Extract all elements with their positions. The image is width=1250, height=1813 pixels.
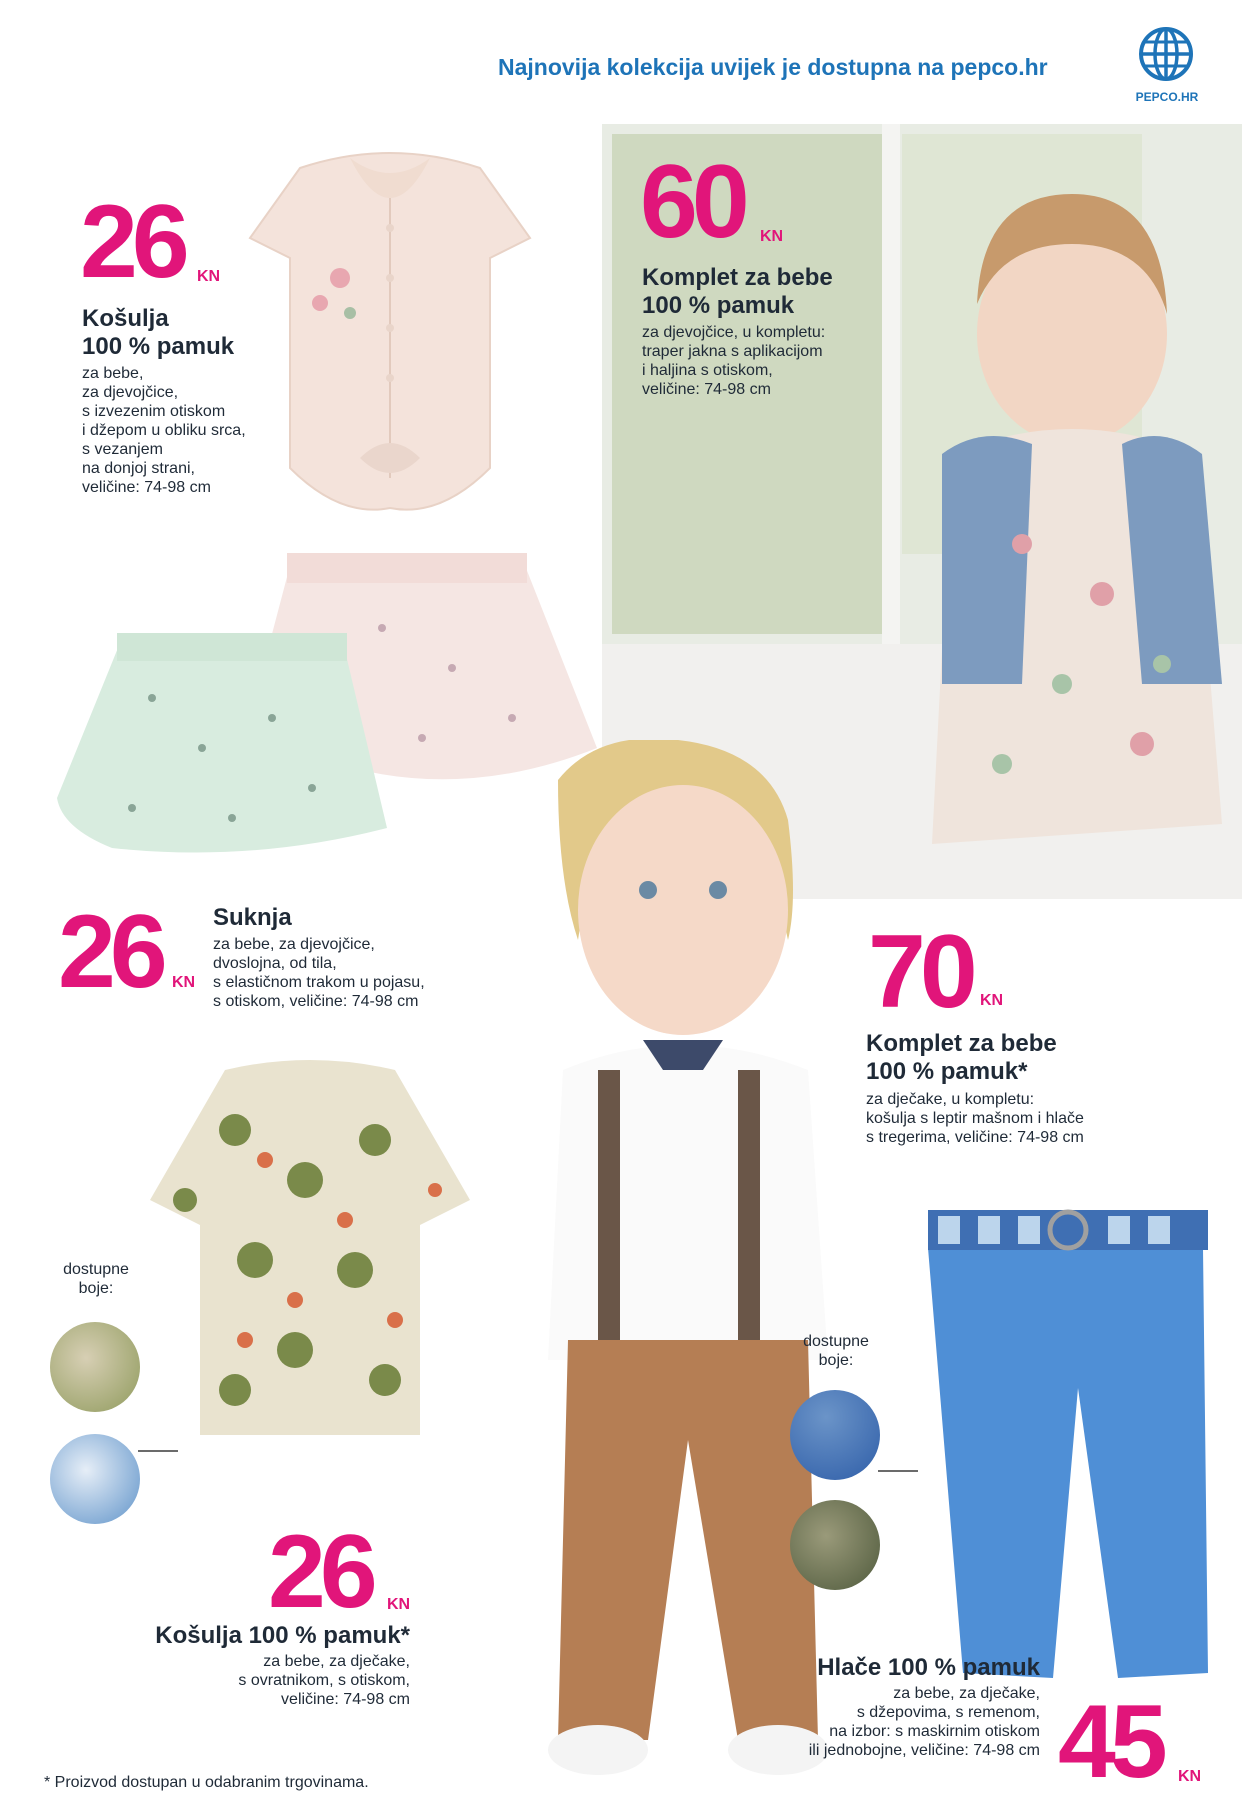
boy-shirt-description: za bebe, za dječake, s ovratnikom, s otiskom, veličine: 74-98 cm <box>238 1653 410 1708</box>
skirt-price: 26 <box>58 894 162 1010</box>
boy-shirt-price: 26 <box>268 1514 372 1630</box>
boy-set-price: 70 <box>868 914 972 1030</box>
pants-color-swatch-blue[interactable] <box>790 1390 880 1480</box>
girl-shirt-price: 26 <box>80 184 184 300</box>
girl-set-description: za djevojčice, u kompletu: traper jakna s aplikacijom i haljina s otiskom, veličine: 74-98 cm <box>642 324 826 398</box>
swatch-connector-line <box>138 1450 178 1452</box>
boy-shirt-colors-label: dostupne boje: <box>63 1261 129 1297</box>
pants-price: 45 <box>1058 1684 1162 1800</box>
girl-shirt-description: za bebe, za djevojčice, s izvezenim otiskom i džepom u obliku srca, s vezanjem na donjoj strani, veličine: 74-98 cm <box>82 365 246 496</box>
boy-shirt-image <box>145 1050 475 1440</box>
skirt-description: za bebe, za djevojčice, dvoslojna, od tila, s elastičnom trakom u pojasu, s otiskom, veličine: 74-98 cm <box>213 936 425 1010</box>
shirt-color-swatch-floral[interactable] <box>50 1322 140 1412</box>
pants-colors-label: dostupne boje: <box>803 1333 869 1369</box>
girl-shirt-image <box>240 128 540 528</box>
skirt-currency: KN <box>172 974 196 991</box>
girl-set-currency: KN <box>760 228 784 245</box>
boy-set-currency: KN <box>980 992 1004 1009</box>
girl-set-title: Komplet za bebe 100 % pamuk <box>642 264 833 319</box>
footnote: * Proizvod dostupan u odabranim trgovinama. <box>44 1774 369 1791</box>
header-tagline[interactable]: Najnovija kolekcija uvijek je dostupna na pepco.hr <box>498 54 1048 80</box>
girl-shirt-title: Košulja 100 % pamuk <box>82 305 235 360</box>
pants-currency: KN <box>1178 1768 1202 1785</box>
girl-set-price: 60 <box>640 144 744 260</box>
boy-set-title: Komplet za bebe 100 % pamuk* <box>866 1030 1057 1085</box>
boy-shirt-title: Košulja 100 % pamuk* <box>155 1622 410 1649</box>
globe-label[interactable]: PEPCO.HR <box>1135 90 1199 104</box>
boy-shirt-currency: KN <box>387 1596 411 1613</box>
girl-shirt-currency: KN <box>197 268 221 285</box>
pants-image <box>908 1188 1228 1688</box>
skirts-image <box>52 548 602 868</box>
boy-set-description: za dječake, u kompletu: košulja s leptir mašnom i hlače s tregerima, veličine: 74-98 cm <box>866 1091 1084 1146</box>
boy-photo <box>488 740 868 1780</box>
skirt-title: Suknja <box>213 904 292 931</box>
pants-color-swatch-camo[interactable] <box>790 1500 880 1590</box>
pants-description: za bebe, za dječake, s džepovima, s remenom, na izbor: s maskirnim otiskom ili jednobojne, veličine: 74-98 cm <box>808 1685 1040 1759</box>
shirt-color-swatch-blue[interactable] <box>50 1434 140 1524</box>
pants-title: Hlače 100 % pamuk <box>817 1654 1040 1681</box>
globe-icon[interactable] <box>1138 26 1194 82</box>
swatch-connector-line <box>878 1470 918 1472</box>
